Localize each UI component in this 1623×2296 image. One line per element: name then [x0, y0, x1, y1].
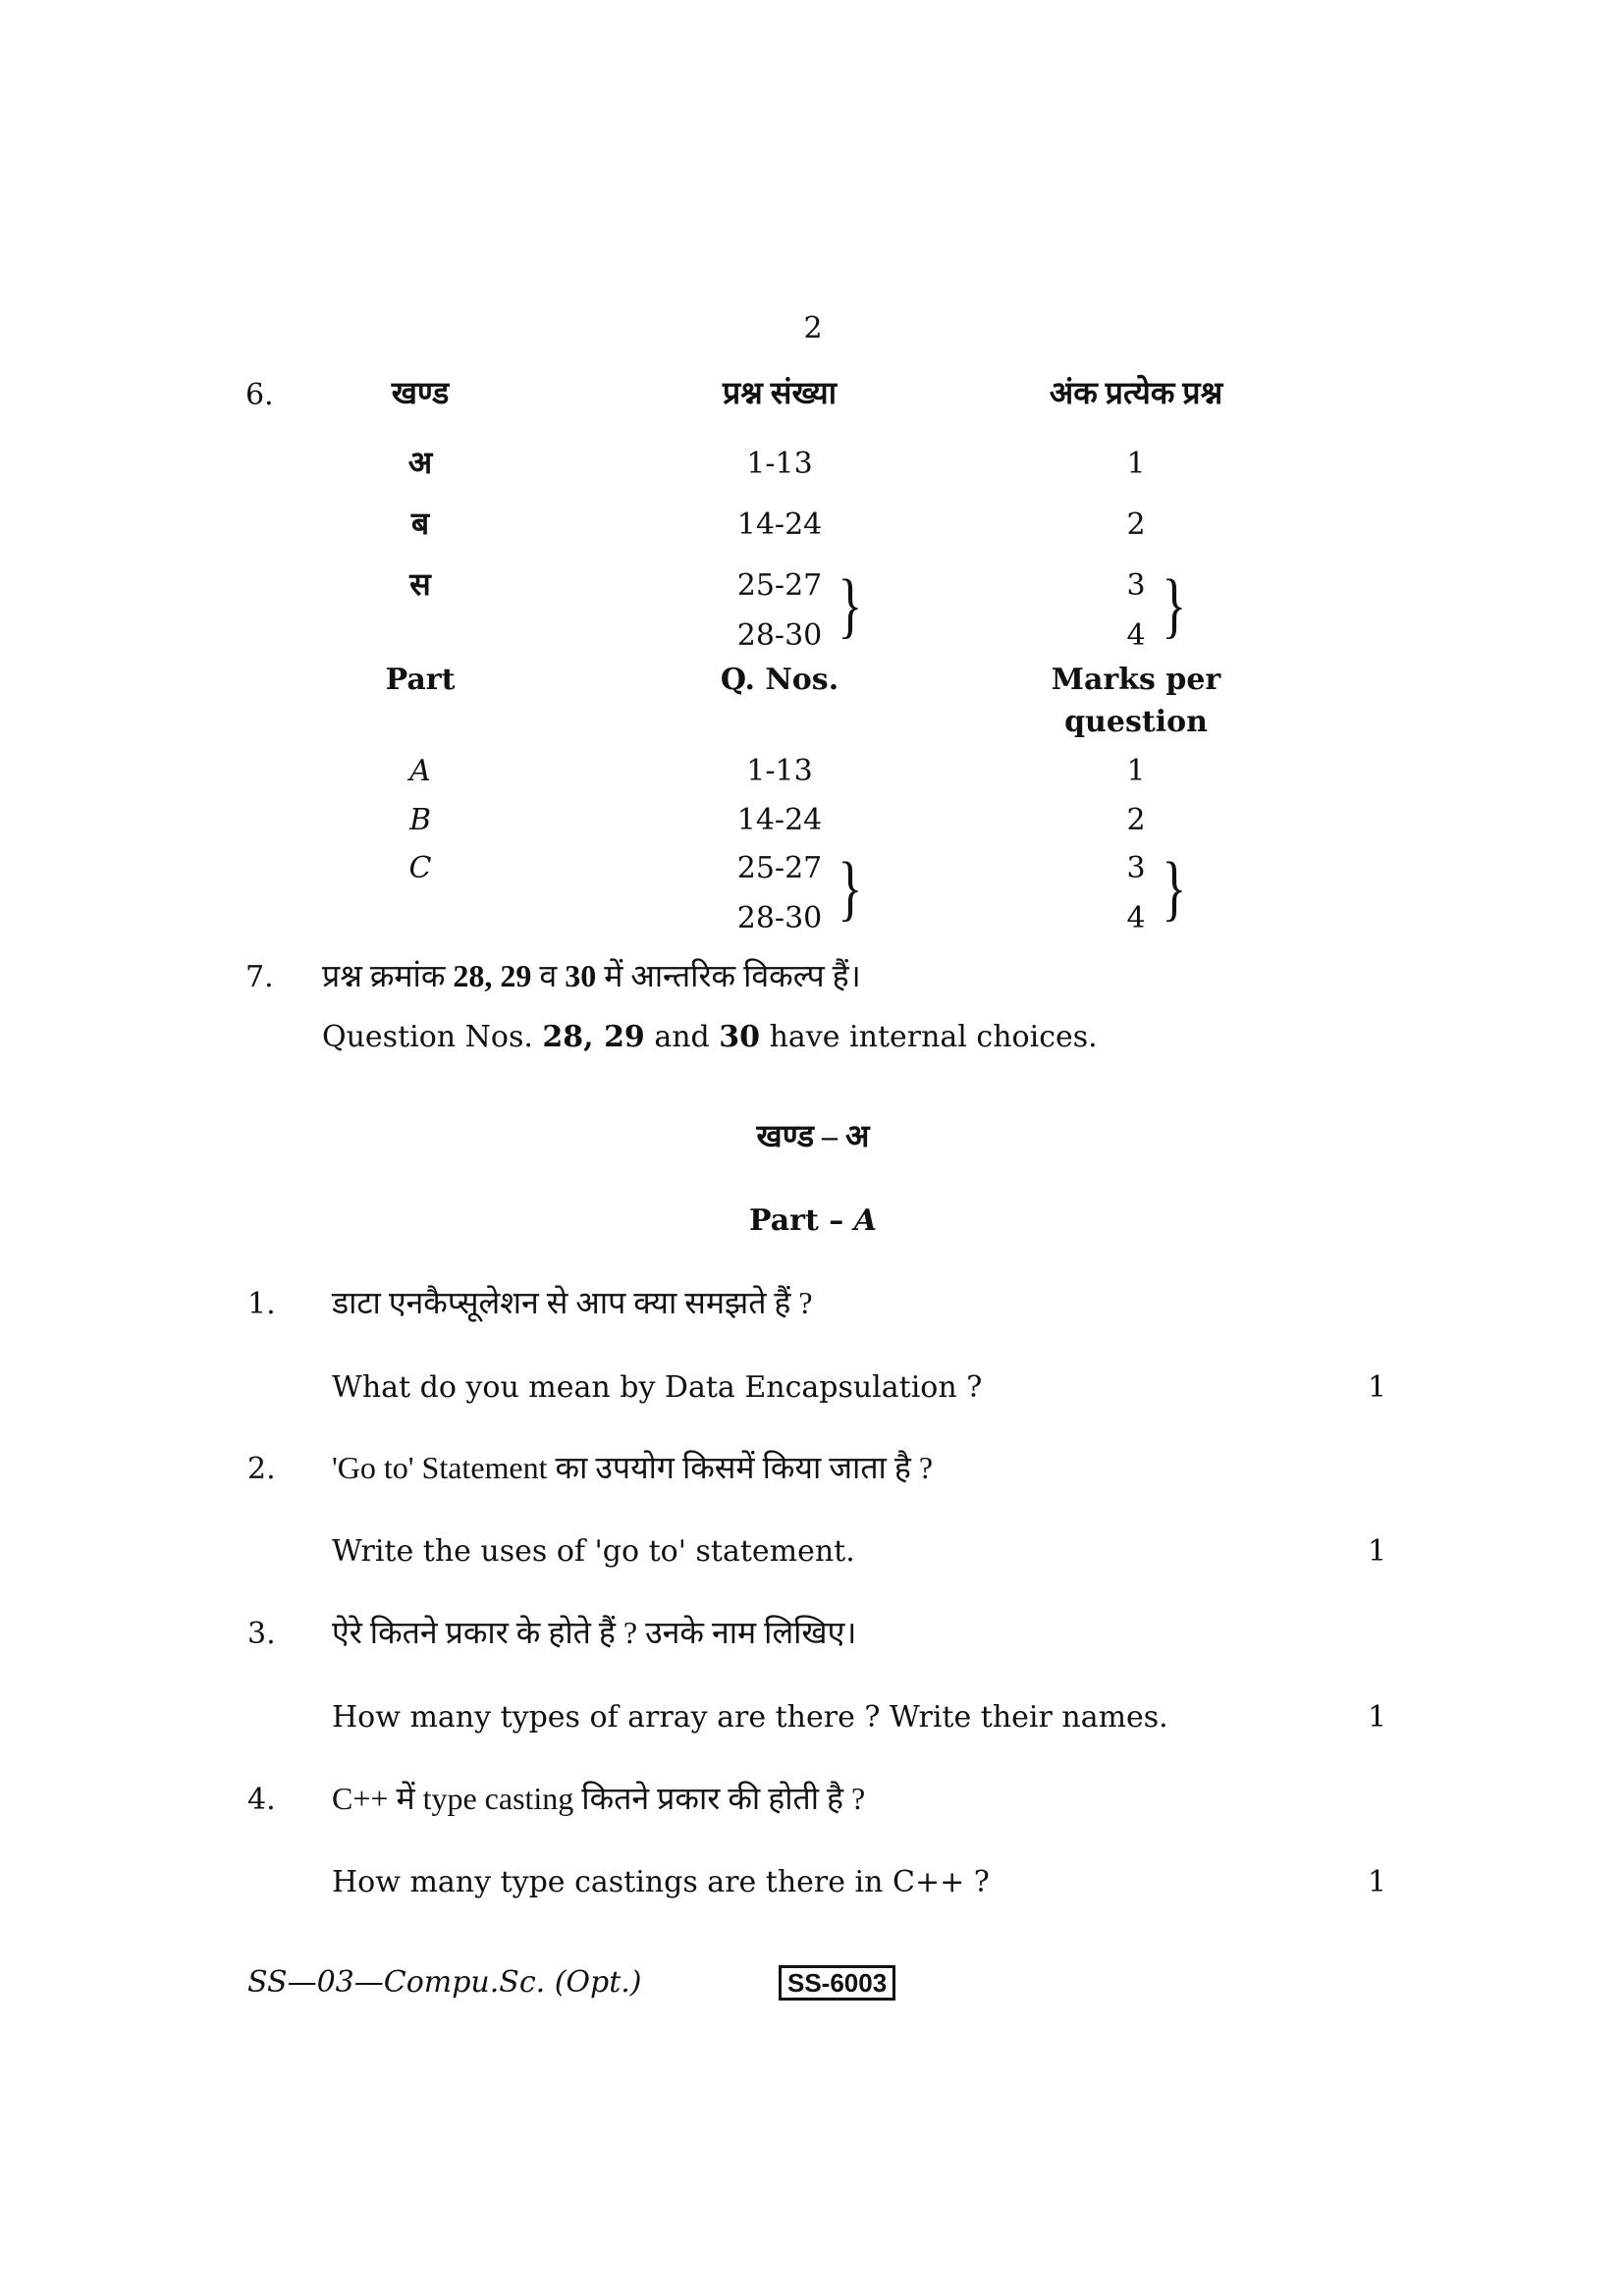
text: and [644, 1020, 720, 1054]
table-header-part-hindi: खण्ड [391, 375, 450, 410]
text: 30 [719, 1020, 761, 1054]
question-number: 1. [247, 1287, 276, 1321]
text: में आन्तरिक विकल्प हैं। [596, 958, 861, 993]
question-number: 3. [247, 1617, 276, 1651]
table-cell-marks: 3 [1126, 568, 1146, 603]
text: 28 [542, 1020, 584, 1054]
table-header-marks-hindi: अंक प्रत्येक प्रश्न [1049, 375, 1223, 410]
question-marks: 1 [1368, 1865, 1387, 1899]
text: 30 [565, 958, 597, 993]
text: Part – [748, 1203, 854, 1238]
table-header-marks-line2: question [1064, 705, 1208, 739]
instruction-number: 7. [245, 960, 274, 994]
table-cell-part: स [409, 566, 431, 602]
table-cell-part: ब [410, 506, 430, 541]
table-cell-part: A [409, 754, 431, 788]
table-cell-marks: 4 [1126, 901, 1146, 935]
question-marks: 1 [1368, 1534, 1387, 1569]
question-number: 4. [247, 1783, 276, 1817]
table-cell-marks: 3 [1126, 851, 1146, 885]
question-hindi: ऐरे कितने प्रकार के होते हैं ? उनके नाम लिखिए। [332, 1615, 857, 1650]
question-number: 2. [247, 1452, 276, 1486]
text: 28 [453, 958, 485, 993]
table-cell-marks: 2 [1126, 803, 1146, 837]
brace-qnos: } [838, 848, 863, 929]
text: प्रश्न क्रमांक [322, 958, 454, 993]
brace-marks: } [1162, 565, 1187, 646]
question-hindi: C++ में type casting कितने प्रकार की होती है ? [332, 1781, 866, 1816]
text: 29 [500, 958, 532, 993]
text: A [853, 1203, 878, 1238]
table-cell-marks: 1 [1126, 447, 1146, 481]
table-cell-qnos: 28-30 [736, 618, 823, 653]
table-cell-part: C [408, 851, 432, 885]
question-marks: 1 [1368, 1370, 1387, 1405]
text: , [583, 1020, 605, 1054]
footer-paper-code-box: SS-6003 [779, 1965, 895, 2001]
table-cell-qnos: 1-13 [746, 754, 813, 788]
table-cell-qnos: 28-30 [736, 901, 823, 935]
table-cell-part: अ [407, 445, 433, 480]
question-hindi: डाटा एनकैप्सूलेशन से आप क्या समझते हैं ? [332, 1285, 813, 1320]
text: Question Nos. [322, 1020, 543, 1054]
instruction-number: 6. [245, 378, 274, 412]
table-header-part: Part [385, 663, 456, 697]
table-cell-qnos: 14-24 [736, 507, 823, 542]
section-title-hindi: खण्ड – अ [756, 1118, 870, 1153]
table-cell-part: B [408, 803, 432, 837]
page-number: 2 [803, 311, 823, 346]
text: , [484, 958, 501, 993]
section-title-english [748, 1203, 878, 1238]
table-cell-qnos: 1-13 [746, 447, 813, 481]
footer-subject-code: SS—03—Compu.Sc. (Opt.) [247, 1965, 642, 2000]
question-english: What do you mean by Data Encapsulation ? [332, 1370, 983, 1405]
table-cell-qnos: 25-27 [736, 568, 823, 603]
question-hindi: 'Go to' Statement का उपयोग किसमें किया जाता है ? [332, 1450, 934, 1485]
text: have internal choices. [760, 1020, 1098, 1054]
table-header-qnos-hindi: प्रश्न संख्या [722, 375, 838, 410]
table-cell-qnos: 25-27 [736, 851, 823, 885]
brace-qnos: } [838, 565, 863, 646]
table-header-qnos: Q. Nos. [720, 663, 839, 697]
table-cell-marks: 2 [1126, 507, 1146, 542]
instruction-hindi [322, 960, 861, 991]
table-cell-marks: 4 [1126, 618, 1146, 653]
brace-marks: } [1162, 848, 1187, 929]
table-header-marks-line1: Marks per [1051, 663, 1221, 697]
question-english: Write the uses of 'go to' statement. [332, 1534, 855, 1569]
question-english: How many type castings are there in C++ ? [332, 1865, 990, 1899]
text: 29 [604, 1020, 645, 1054]
question-english: How many types of array are there ? Write their names. [332, 1700, 1168, 1735]
table-cell-qnos: 14-24 [736, 803, 823, 837]
instruction-english [322, 1020, 1098, 1054]
question-marks: 1 [1368, 1700, 1387, 1735]
table-cell-marks: 1 [1126, 754, 1146, 788]
text: व [531, 958, 566, 993]
